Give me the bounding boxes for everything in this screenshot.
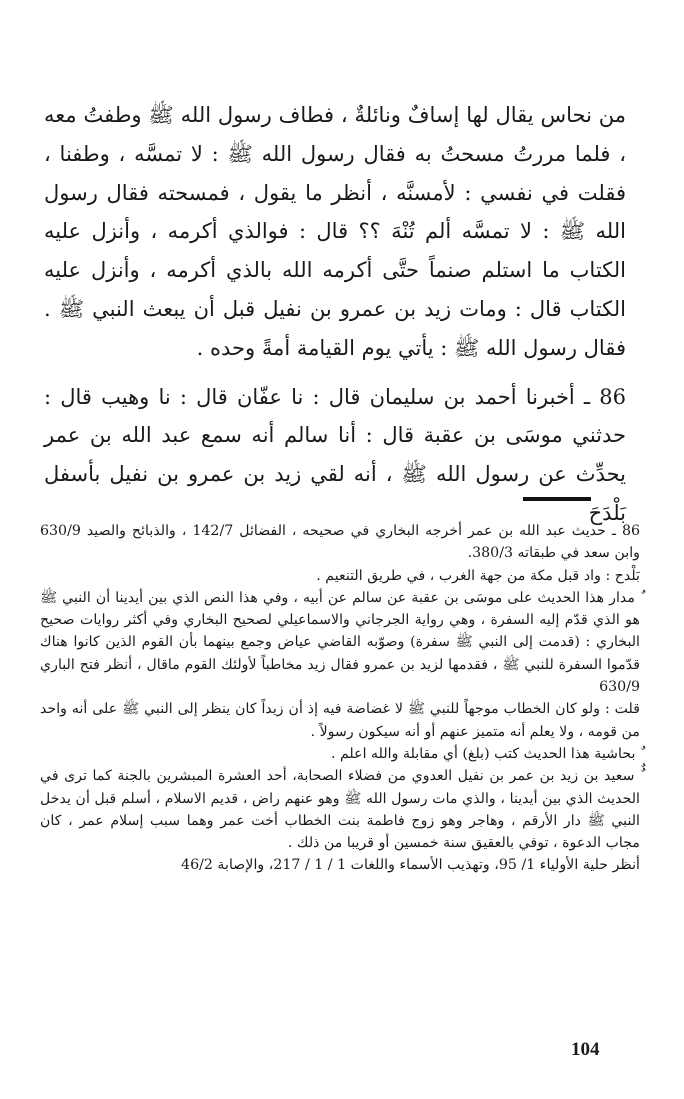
footnote-baldah: بَلْدح : واد قبل مكة من جهة الغرب ، في طريق التنعيم . [316,567,640,584]
footnotes [40,520,640,877]
footnote-biography: ٌٌ سعيد بن زيد بن عمر بن نفيل العدوي من فضلاء الصحابة، أحد العشرة المبشرين بالجنة كما ترى في الحديث الذي بين أيدينا ، والذي مات رسول الله ﷺ وهو عنهم راض ، قديم الاسلام ، أسلم قبل أن يدخل النبي ﷺ دار الأرقم ، وهاجر وهو زوج فاطمة بنت الخطاب أخت عمر وهما سبب إسلام عمر ، كان مجاب الدعوة ، توفي بالعقيق سنة خمسين أو قريبا من ذلك . [40,768,640,852]
footnote-commentary: ٌ مدار هذا الحديث على موسَى بن عقبة عن سالم عن أبيه ، وفي هذا النص الذي بين أيدينا أن النبي ﷺ هو الذي قدّم إليه السفرة ، وهي رواية الجرجاني والاسماعيلي لصحيح البخاري وفي أكثر روايات صحيح البخاري : (قدمت إلى النبي ﷺ سفرة) وصوّبه القاضي عياض وجمع بينهما بأن القوم الذين كانوا هناك قدّموا السفرة للنبي ﷺ ، فقدمها لزيد بن عمرو فقال زيد مخاطباً لأولئك القوم ماقال ، أنظر فتح الباري 630/9 [40,589,640,696]
footnote-remark: قلت : ولو كان الخطاب موجهاً للنبي ﷺ لا غضاضة فيه إذ أن زيداً كان ينظر إلى النبي ﷺ على أنه واحد من قومه ، ولا يعلم أنه متميز عنهم أو أنه سيكون رسولاً . [40,701,640,740]
footnote-margin-note: ٌ بحاشية هذا الحديث كتب (بلغ) أي مقابلة والله اعلم . [330,745,640,762]
main-text [44,96,626,533]
footnote-86-source: 86 ـ حديث عبد الله بن عمر أخرجه البخاري في صحيحه ، الفضائل 142/7 ، والذبائح والصيد 630/9 وابن سعد في طبقاته 380/3. [40,523,640,562]
hadith-86-paragraph: 86 ـ أخبرنا أحمد بن سليمان قال : نا عفّان قال : نا وهيب قال : حدثني موسَى بن عقبة قال : أنا سالم أنه سمع عبد الله بن عمر يحدِّث عن رسول الله ﷺ ، أنه لقي زيد بن عمرو بن نفيل بأسفل بَلْدَحَ [44,384,626,525]
main-paragraph: من نحاس يقال لها إسافٌ ونائلةٌ ، فطاف رسول الله ﷺ وطفتُ معه ، فلما مررتُ مسحتُ به فقال رسول الله ﷺ : لا تمسَّه ، وطفنا ، فقلت في نفسي : لأمسنَّه ، أنظر ما يقول ، فمسحته فقال رسول الله ﷺ : لا تمسَّه ألم تُنْهَ ؟؟ قال : فوالذي أكرمه ، وأنزل عليه الكتاب ما استلم صنماً حتَّى أكرمه الله بالذي أكرمه ، وأنزل عليه الكتاب قال : ومات زيد بن عمرو بن نفيل قبل أن يبعث النبي ﷺ . فقال رسول الله ﷺ : يأتي يوم القيامة أمةً وحده . [44,103,626,360]
footnote-references: أنظر حلية الأولياء 1/ 95، وتهذيب الأسماء واللغات 1 / 1 / 217، والإصابة 46/2 [181,857,640,874]
page-number: 104 [571,1039,600,1060]
footnote-separator [523,497,591,501]
